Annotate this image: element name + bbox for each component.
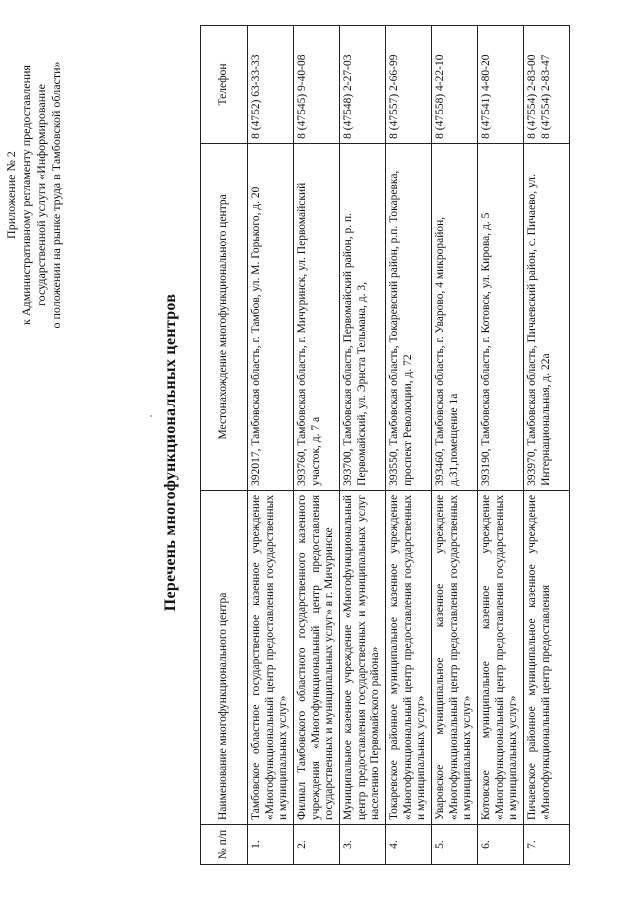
- row-name: Котовское муниципальное казенное учреждение «Многофункциональный центр предоставления государственных и муниципальных услуг»: [478, 490, 524, 824]
- row-num: 2.: [294, 825, 340, 865]
- header-name: Наименование многофункционального центра: [201, 490, 248, 824]
- header-line-3: государственной услуги «Информирование: [34, 84, 48, 306]
- row-address: 393700, Тамбовская область, Первомайский район, р. п. Первомайский, ул. Эрнста Тельмана, д. 3,: [340, 143, 386, 490]
- row-num: 7.: [524, 825, 570, 865]
- table-row: [386, 26, 432, 865]
- row-name: Муниципальное казенное учреждение «Многофункциональный центр предоставления государственных и муниципальных услуг населению Первомайского района»: [340, 490, 386, 824]
- row-phone: 8 (47545) 9-40-08: [294, 26, 340, 144]
- header-address: Местонахождение многофункционального центра: [201, 143, 248, 490]
- document-title: Перечень многофункциональных центров: [162, 293, 179, 612]
- table-row: [248, 26, 294, 865]
- row-phone: 8 (47548) 2-27-03: [340, 26, 386, 144]
- row-phone: 8 (47557) 2-66-99: [386, 26, 432, 144]
- row-phone: 8 (47554) 2-83-00 8 (47554) 2-83-47: [524, 26, 570, 144]
- row-name: Уваровское муниципальное казенное учреждение «Многофункциональный центр предоставления государственных и муниципальных услуг»: [432, 490, 478, 824]
- table-row: [432, 26, 478, 865]
- row-num: 6.: [478, 825, 524, 865]
- table-row: [294, 26, 340, 865]
- appendix-header: [4, 5, 64, 385]
- header-num: № п/п: [201, 825, 248, 865]
- header-line-1: Приложение № 2: [4, 151, 18, 239]
- row-num: 1.: [248, 825, 294, 865]
- row-phone: 8 (4752) 63-33-33: [248, 26, 294, 144]
- table-row: [524, 26, 570, 865]
- row-address: 393190, Тамбовская область, г. Котовск, ул. Кирова, д. 5: [478, 143, 524, 490]
- header-phone: Телефон: [201, 26, 248, 144]
- header-line-4: о положении на рынке труда в Тамбовской области»: [49, 61, 63, 329]
- table-row: [478, 26, 524, 865]
- row-address: 393760, Тамбовская область, г. Мичуринск, ул. Первомайский участок, д. 7 а: [294, 143, 340, 490]
- row-name: Пичаевское районное муниципальное казенное учреждение «Многофункциональный центр предоставления: [524, 490, 570, 824]
- row-address: 393460, Тамбовская область, г. Уварово, 4 микрорайон, д.31,помещение 1а: [432, 143, 478, 490]
- row-phone: 8 (47558) 4-22-10: [432, 26, 478, 144]
- row-name: Филиал Тамбовского областного государственного казенного учреждения «Многофункциональный центр предоставления государственных и муниципальных услуг» в г. Мичуринске: [294, 490, 340, 824]
- row-num: 5.: [432, 825, 478, 865]
- row-address: 392017, Тамбовская область, г. Тамбов, ул. М. Горького, д. 20: [248, 143, 294, 490]
- row-address: 393550, Тамбовская область, Токаревский район, р.п. Токаревка, проспект Революции, д. 72: [386, 143, 432, 490]
- row-num: 3.: [340, 825, 386, 865]
- scan-speck: [150, 415, 152, 417]
- mfc-table: [200, 25, 570, 865]
- row-address: 393970, Тамбовская область, Пичаевский район, с. Пичаево, ул. Интернациональная, д. 22а: [524, 143, 570, 490]
- table-row: [340, 26, 386, 865]
- row-name: Тамбовское областное государственное казенное учреждение «Многофункциональный центр предоставления государственных и муниципальных услуг»: [248, 490, 294, 824]
- row-num: 4.: [386, 825, 432, 865]
- row-phone: 8 (47541) 4-80-20: [478, 26, 524, 144]
- row-name: Токаревское районное муниципальное казенное учреждение «Многофункциональный центр предоставления государственных и муниципальных услуг»: [386, 490, 432, 824]
- header-line-2: к Административному регламенту предоставления: [19, 65, 33, 325]
- table-header-row: [201, 26, 248, 865]
